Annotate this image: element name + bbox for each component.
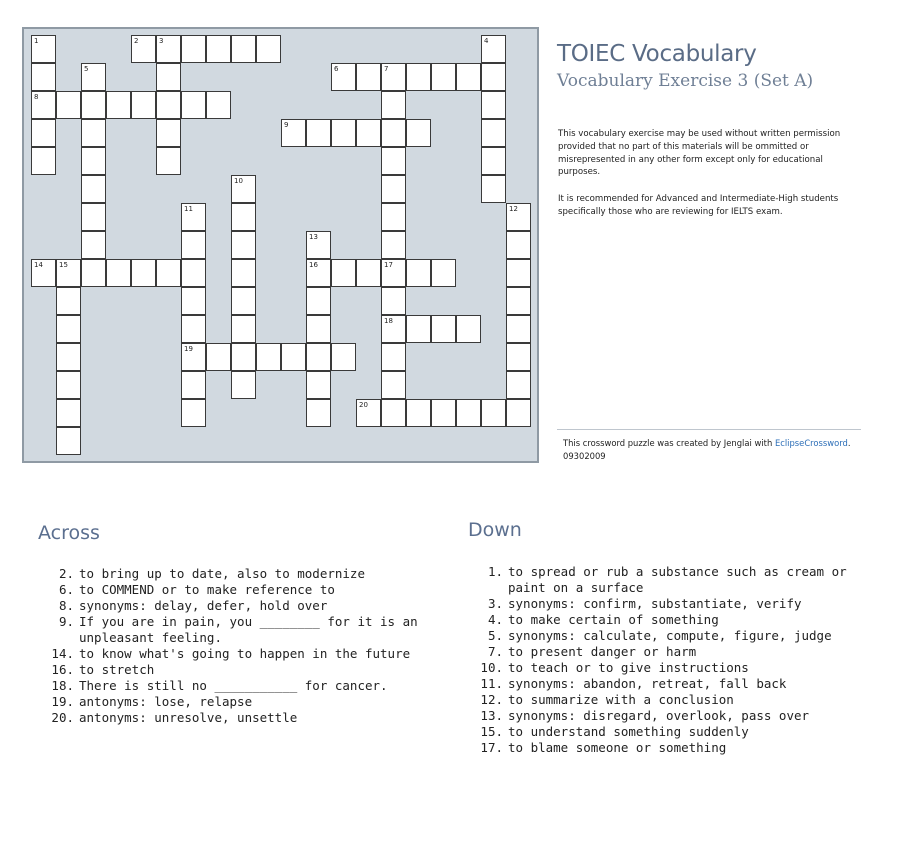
crossword-cell[interactable]	[381, 147, 406, 175]
page-title: TOIEC Vocabulary	[557, 41, 757, 67]
clue-text: to teach or to give instructions	[508, 660, 749, 675]
clue-number: 19.	[51, 694, 74, 709]
cell-number: 1	[34, 37, 39, 45]
crossword-cell[interactable]	[506, 399, 531, 427]
crossword-cell[interactable]	[381, 259, 406, 287]
clue-text: to present danger or harm	[508, 644, 697, 659]
crossword-cell[interactable]	[331, 343, 356, 371]
crossword-cell[interactable]	[31, 147, 56, 175]
crossword-cell[interactable]	[131, 35, 156, 63]
crossword-cell[interactable]	[431, 315, 456, 343]
crossword-cell[interactable]	[381, 203, 406, 231]
crossword-cell[interactable]	[481, 35, 506, 63]
clue-text: antonyms: unresolve, unsettle	[79, 710, 298, 725]
crossword-cell[interactable]	[181, 91, 206, 119]
across-clue	[44, 582, 454, 598]
credit-code: 09302009	[563, 451, 606, 461]
crossword-cell[interactable]	[81, 175, 106, 203]
across-clue	[44, 566, 454, 582]
crossword-cell[interactable]	[331, 63, 356, 91]
cell-number: 5	[84, 65, 89, 73]
crossword-cell[interactable]	[31, 119, 56, 147]
down-clue	[473, 564, 873, 596]
crossword-cell[interactable]	[206, 35, 231, 63]
clue-number: 8.	[58, 598, 74, 613]
crossword-cell[interactable]	[156, 63, 181, 91]
cell-number: 8	[34, 93, 39, 101]
crossword-cell[interactable]	[306, 399, 331, 427]
cell-number: 18	[384, 317, 393, 325]
crossword-cell[interactable]	[431, 399, 456, 427]
crossword-cell[interactable]	[306, 231, 331, 259]
down-clue	[473, 708, 873, 724]
down-clue-list	[473, 564, 873, 756]
cell-number: 15	[59, 261, 68, 269]
crossword-cell[interactable]	[306, 343, 331, 371]
eclipsecrossword-link[interactable]: EclipseCrossword	[774, 438, 848, 448]
clue-number: 4.	[487, 612, 503, 627]
down-clue	[473, 740, 873, 756]
crossword-cell[interactable]	[356, 119, 381, 147]
cell-number: 4	[484, 37, 489, 45]
crossword-cell[interactable]	[231, 259, 256, 287]
down-heading: Down	[468, 519, 522, 541]
crossword-cell[interactable]	[481, 399, 506, 427]
crossword-cell[interactable]	[156, 259, 181, 287]
across-clue	[44, 646, 454, 662]
cell-number: 19	[184, 345, 193, 353]
clue-text: to make certain of something	[508, 612, 719, 627]
crossword-cell[interactable]	[381, 91, 406, 119]
down-clue	[473, 644, 873, 660]
crossword-cell[interactable]	[456, 63, 481, 91]
crossword-cell[interactable]	[306, 287, 331, 315]
crossword-cell[interactable]	[381, 287, 406, 315]
crossword-cell[interactable]	[381, 343, 406, 371]
crossword-cell[interactable]	[256, 35, 281, 63]
crossword-cell[interactable]	[431, 63, 456, 91]
across-heading: Across	[38, 522, 100, 544]
crossword-cell[interactable]	[406, 399, 431, 427]
crossword-cell[interactable]	[381, 399, 406, 427]
clue-text: to stretch	[79, 662, 155, 677]
cell-number: 16	[309, 261, 318, 269]
recommendation-note: It is recommended for Advanced and Intermediate-High students specifically those who are reviewing for IELTS exam.	[558, 194, 839, 217]
crossword-cell[interactable]	[231, 203, 256, 231]
crossword-cell[interactable]	[356, 399, 381, 427]
crossword-cell[interactable]	[81, 63, 106, 91]
crossword-cell[interactable]	[256, 343, 281, 371]
cell-number: 12	[509, 205, 518, 213]
cell-number: 11	[184, 205, 193, 213]
clue-number: 2.	[58, 566, 74, 581]
crossword-cell[interactable]	[131, 91, 156, 119]
down-clue	[473, 692, 873, 708]
cell-number: 20	[359, 401, 368, 409]
crossword-grid	[22, 27, 539, 463]
clue-text: synonyms: delay, defer, hold over	[79, 598, 328, 613]
usage-note: This vocabulary exercise may be used without written permission provided that no part of this materials will be ommitted or misrepresented in any other form except only for educational purposes.	[558, 129, 841, 178]
clue-number: 3.	[487, 596, 503, 611]
across-clue	[44, 614, 454, 646]
crossword-cell[interactable]	[181, 203, 206, 231]
clue-number: 10.	[480, 660, 503, 675]
crossword-cell[interactable]	[56, 259, 81, 287]
crossword-cell[interactable]	[231, 287, 256, 315]
clue-text: synonyms: confirm, substantiate, verify	[508, 596, 802, 611]
crossword-cell[interactable]	[481, 91, 506, 119]
crossword-cell[interactable]	[56, 91, 81, 119]
crossword-cell[interactable]	[356, 259, 381, 287]
crossword-cell[interactable]	[281, 119, 306, 147]
crossword-cell[interactable]	[306, 259, 331, 287]
crossword-cell[interactable]	[131, 259, 156, 287]
down-clue	[473, 724, 873, 740]
clue-number: 12.	[480, 692, 503, 707]
clue-text: to bring up to date, also to modernize	[79, 566, 365, 581]
clue-text: synonyms: abandon, retreat, fall back	[508, 676, 787, 691]
across-clue	[44, 598, 454, 614]
crossword-cell[interactable]	[231, 371, 256, 399]
down-clue	[473, 676, 873, 692]
crossword-cell[interactable]	[456, 399, 481, 427]
clue-number: 18.	[51, 678, 74, 693]
across-clue	[44, 678, 454, 694]
clue-number: 15.	[480, 724, 503, 739]
cell-number: 17	[384, 261, 393, 269]
crossword-cell[interactable]	[56, 315, 81, 343]
clue-text: to spread or rub a substance such as cream or paint on a surface	[508, 564, 847, 595]
crossword-cell[interactable]	[181, 399, 206, 427]
clue-text: antonyms: lose, relapse	[79, 694, 253, 709]
across-clue	[44, 662, 454, 678]
crossword-cell[interactable]	[381, 315, 406, 343]
crossword-cell[interactable]	[431, 259, 456, 287]
crossword-cell[interactable]	[206, 343, 231, 371]
clue-text: There is still no ___________ for cancer.	[79, 678, 388, 693]
crossword-cells	[24, 29, 537, 461]
crossword-cell[interactable]	[506, 343, 531, 371]
crossword-cell[interactable]	[331, 119, 356, 147]
crossword-cell[interactable]	[231, 231, 256, 259]
crossword-cell[interactable]	[231, 343, 256, 371]
crossword-cell[interactable]	[356, 63, 381, 91]
crossword-cell[interactable]	[381, 231, 406, 259]
crossword-cell[interactable]	[181, 343, 206, 371]
credit-text: This crossword puzzle was created by Jenglai with	[563, 438, 773, 448]
crossword-cell[interactable]	[406, 315, 431, 343]
across-clue	[44, 710, 454, 726]
crossword-cell[interactable]	[31, 259, 56, 287]
crossword-cell[interactable]	[156, 147, 181, 175]
clue-number: 14.	[51, 646, 74, 661]
crossword-cell[interactable]	[81, 119, 106, 147]
crossword-cell[interactable]	[56, 287, 81, 315]
crossword-cell[interactable]	[31, 91, 56, 119]
crossword-cell[interactable]	[506, 231, 531, 259]
cell-number: 14	[34, 261, 43, 269]
crossword-cell[interactable]	[506, 259, 531, 287]
clue-text: to understand something suddenly	[508, 724, 749, 739]
page-subtitle: Vocabulary Exercise 3 (Set A)	[557, 71, 814, 91]
crossword-cell[interactable]	[381, 371, 406, 399]
crossword-cell[interactable]	[506, 287, 531, 315]
crossword-cell[interactable]	[306, 315, 331, 343]
crossword-cell[interactable]	[181, 287, 206, 315]
clue-text: to COMMEND or to make reference to	[79, 582, 335, 597]
crossword-cell[interactable]	[231, 35, 256, 63]
crossword-cell[interactable]	[181, 259, 206, 287]
crossword-cell[interactable]	[281, 343, 306, 371]
crossword-cell[interactable]	[231, 175, 256, 203]
cell-number: 2	[134, 37, 139, 45]
clue-number: 9.	[58, 614, 74, 629]
crossword-cell[interactable]	[456, 315, 481, 343]
clue-number: 5.	[487, 628, 503, 643]
clue-number: 6.	[58, 582, 74, 597]
clue-number: 7.	[487, 644, 503, 659]
crossword-cell[interactable]	[31, 35, 56, 63]
crossword-cell[interactable]	[81, 259, 106, 287]
cell-number: 3	[159, 37, 164, 45]
clue-number: 16.	[51, 662, 74, 677]
crossword-cell[interactable]	[506, 371, 531, 399]
down-clue	[473, 660, 873, 676]
down-clue	[473, 612, 873, 628]
crossword-cell[interactable]	[381, 119, 406, 147]
crossword-cell[interactable]	[381, 175, 406, 203]
crossword-cell[interactable]	[106, 259, 131, 287]
crossword-cell[interactable]	[481, 119, 506, 147]
crossword-cell[interactable]	[56, 371, 81, 399]
credit-suffix: .	[847, 438, 851, 448]
crossword-cell[interactable]	[306, 371, 331, 399]
crossword-cell[interactable]	[481, 175, 506, 203]
crossword-cell[interactable]	[181, 231, 206, 259]
crossword-cell[interactable]	[56, 427, 81, 455]
across-clue	[44, 694, 454, 710]
crossword-cell[interactable]	[306, 119, 331, 147]
cell-number: 6	[334, 65, 339, 73]
clue-number: 17.	[480, 740, 503, 755]
crossword-cell[interactable]	[156, 91, 181, 119]
clue-number: 13.	[480, 708, 503, 723]
crossword-cell[interactable]	[506, 203, 531, 231]
clue-text: to summarize with a conclusion	[508, 692, 734, 707]
cell-number: 9	[284, 121, 289, 129]
down-clue	[473, 596, 873, 612]
clue-number: 20.	[51, 710, 74, 725]
crossword-cell[interactable]	[181, 371, 206, 399]
down-clue	[473, 628, 873, 644]
crossword-cell[interactable]	[481, 147, 506, 175]
across-clue-list	[44, 566, 454, 726]
crossword-cell[interactable]	[481, 63, 506, 91]
clue-text: If you are in pain, you ________ for it is an unpleasant feeling.	[79, 614, 418, 645]
clue-text: to know what's going to happen in the future	[79, 646, 411, 661]
crossword-cell[interactable]	[81, 203, 106, 231]
crossword-cell[interactable]	[406, 259, 431, 287]
crossword-cell[interactable]	[81, 231, 106, 259]
crossword-cell[interactable]	[506, 315, 531, 343]
credit-line	[563, 437, 851, 463]
crossword-cell[interactable]	[381, 63, 406, 91]
clue-number: 1.	[487, 564, 503, 579]
clue-text: synonyms: calculate, compute, figure, judge	[508, 628, 832, 643]
crossword-cell[interactable]	[181, 35, 206, 63]
crossword-cell[interactable]	[56, 343, 81, 371]
crossword-cell[interactable]	[31, 63, 56, 91]
crossword-cell[interactable]	[81, 147, 106, 175]
cell-number: 7	[384, 65, 389, 73]
crossword-cell[interactable]	[181, 315, 206, 343]
crossword-cell[interactable]	[106, 91, 131, 119]
crossword-cell[interactable]	[206, 91, 231, 119]
crossword-cell[interactable]	[156, 119, 181, 147]
crossword-cell[interactable]	[406, 119, 431, 147]
crossword-cell[interactable]	[56, 399, 81, 427]
crossword-cell[interactable]	[81, 91, 106, 119]
clue-text: synonyms: disregard, overlook, pass over	[508, 708, 810, 723]
clue-number: 11.	[480, 676, 503, 691]
cell-number: 13	[309, 233, 318, 241]
crossword-cell[interactable]	[331, 259, 356, 287]
crossword-cell[interactable]	[231, 315, 256, 343]
crossword-cell[interactable]	[406, 63, 431, 91]
divider	[557, 429, 861, 430]
cell-number: 10	[234, 177, 243, 185]
crossword-cell[interactable]	[156, 35, 181, 63]
clue-text: to blame someone or something	[508, 740, 727, 755]
